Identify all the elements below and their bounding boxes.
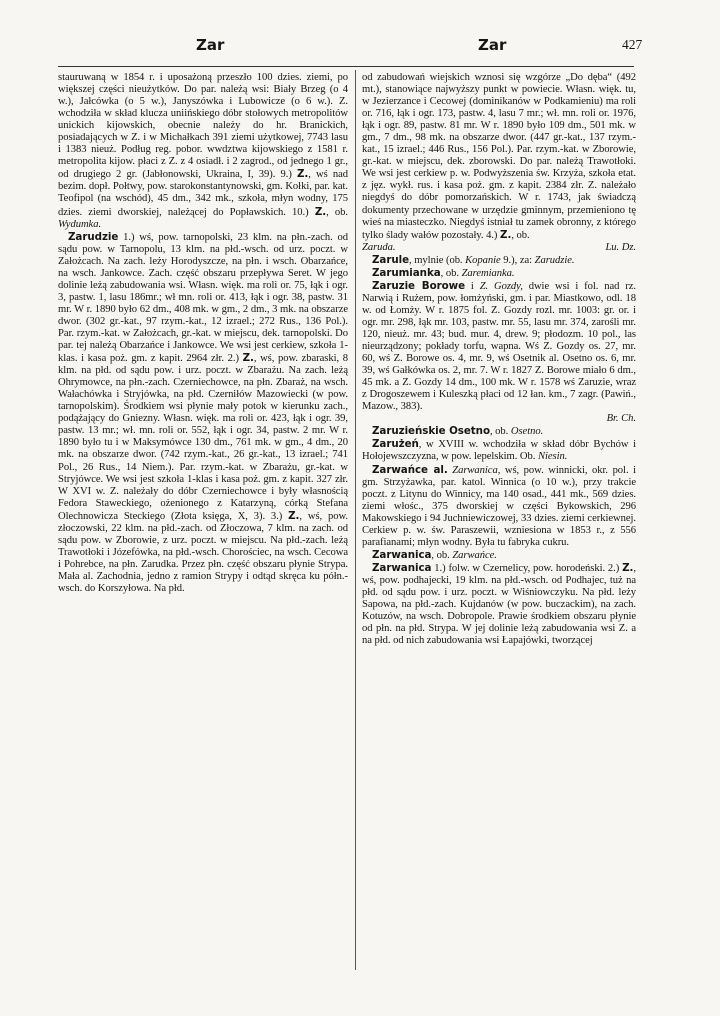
entry-zarumianka: Zarumianka, ob. Zaremianka. [372,266,515,279]
right-column [362,72,636,647]
headword: Zarwanica [372,548,432,561]
entry-zarudzie: Zarudzie 1.) wś, pow. tarnopolski, 23 klm. na płn.-zach. od sądu pow. w Tarnopolu, 13 klm. na płd.-wsch. od urz. poczt. w Założcach. Na zach. leży Horodyszcze, na płn. i wsch. Obarzańce, na wsch. Jankowce. Zach. część obszaru przepływa Seret. W jego dolinie leżą zabudowania wsi. Własn. więk. ma roli or. 75, łąk i ogr. 3, pastw. 1, lasu 186mr.; wł mn. roli or. 413, łąk i ogr. 38, pastw. 31 mr. W r. 1890 było 62 dm., 408 mk. w gm., 2 dm., 3 mk. na obszarze dwor. (302 gr.-kat., 97 rzym.-kat., 12 izrael.; 272 Rus., 136 Pol.). Par. rzym.-kat. w Założcach, gr.-kat. w miejscu, dek. tarnopolski. Do par. tej należą Obarzańce i Jankowce. We wsi jest cerkiew, szkoła 1-klas. i kasa poż. gm. z kapit. 2964 złr. 2.) Z., wś, pow. zbaraski, 8 klm. na płd. od sądu pow. i urz. poczt. w Zbarażu. Na zach. leżą Ohrymowce, na płn.-zach. Czerniechowce, na płn. Zbaraż, na wsch. Wałachówka i Stryjówka, na płd. Czerniłów Mazowiecki (w pow. tarnopolskim). Środkiem wsi płynie mały potok w kierunku zach., podążający do Gniezny. Własn. więk. ma roli or. 423, łąk i ogr. 39, pastw. 13 mr.; wł. mn. roli or. 552, łąk i ogr. 34, pastw. 2 mr. W r. 1890 było tu i w Maksymówce 130 dm., 761 mk. w gm., 4 dm., 20 mk. na obszarze dwor. (742 rzym.-kat., 26 gr.-kat., 13 izrael.; 741 Pol., 26 Rus., 14 Niem.). Par. rzym.-kat. w Zbarażu, gr.-kat. w Stryjówce. We wsi jest szkoła 1-klas i kasa poż. gm. z kapit. 327 złr. W XVI w. Z. należały do dóbr Czerniechowce i były własnością Fedora Staweckiego, ożenionego z Katarzyną, córką Stefana Olechnowicza Steckiego (Złota księga, X, 3). 3.) Z., wś, pow. złoczowski, 22 klm. na płd.-zach. od Złoczowa, 7 klm. na zach. od sądu pow. w Zborowie, z urz. poczt. w miejscu. Na płd.-zach. leżą Trawotłoki i Józefówka, na płd.-wsch. Chorościec, na wsch. Cecowa i Pohrebce, na płn. Zarudka. Przez płn. część obszaru płynie Strypa. Mała al. Zachodnia, jedno z ramion Strypy i odtąd skręca ku półn.-wsch. do Korszyłowa. Na płd. [58,230,348,594]
entry-zaruzen: Zarużeń, w XVIII w. wchodziła w skład dóbr Bychów i Hołojewszczyzna, w pow. lepelskim. Ob. Niesin. [362,438,636,463]
entry-zarwanica-ref: Zarwanica, ob. Zarwańce. [372,548,497,561]
headword: Zarumianka [372,266,441,279]
entry-zaruzienskie-osetno: Zaruzieńskie Osetno, ob. Osetno. [372,425,544,438]
headword: Zaruzieńskie Osetno [372,425,490,438]
headword: Zarule [372,253,410,266]
right-running-head: Zar [478,36,507,54]
right-paragraph-1: od zabudowań wiejskich wznosi się wzgórze „Do dęba“ (492 mt.), stanowiące najwyższy punkt w powiecie. Własn. więk. tu, w Jezierzance i Cecowej (dominikanów w Podkamieniu) ma roli or. 716, łąk i ogr. 173, pastw. 4, lasu 7 mr.; wł. mn. roli or. 1976, łąk i ogr. 89, pastw. 81 mr. W r. 1890 było 109 dm., 501 mk. w gm., 7 dm., 98 mk. na obszarze dwor. (447 gr.-kat., 137 rzym.-kat., 15 izrael.; 446 Rus., 156 Pol.). Par. rzym.-kat. w Zborowie, gr.-kat. w miejscu, dek. zborowski. Do par. należą Trawotłoki. We wsi jest cerkiew p. w. Podwyższenia św. Krzyża, szkoła etat. z jęz. wykł. rus. i kasa poż. gm. z kapit. 2384 złr. Z. należało niegdyś do dóbr pomorzańskich. W r. 1743, jak świadczą dokumenty przechowane w urzędzie gminnym, przemieniono tę wieś na miasteczko. Niegdyś istniał tu zamek obronny, z którego tylko ślady wałów pozostały. 4.) Z., ob. [362,72,636,241]
headword: Zarwańce al. [372,463,448,476]
headword: Zaruzie Borowe [372,279,466,292]
header-rule [58,66,634,67]
left-paragraph-1: stauruwaną w 1854 r. i uposażoną przeszło 100 dzies. ziemi, po większej części nieużytków. Do par. należą wsi: Biały Brzeg (o 4 w.), Jałcówka (o 5 w.), Janyszówka i Lubowicze (o 6 w.). Z. wchodziła w skład klucza uniińskiego dóbr stołowych metropolitów unickich kijowskich, obecnie należy do hr. Branickich, posiadających w Z. i w Michałkach 391 ziemi użytkowej, 7743 lasu i 1383 nieuż. Podług reg. pobor. wwdztwa kijowskiego z 1581 r. metropolita kijow. płaci z Z. z 4 osiadł. i 2 zagrod., od jednego 1 gr., od drugiego 2 gr. (Jabłonowski, Ukraina, I, 39). 9.) Z., wś nad bezim. dopł. Połtwy, pow. starokonstantynowski, gm. Kołki, par. kat. Teofipol (na wschód), 45 dm., 342 mk., szkoła, młyn wodny, 175 dzies. ziemi dworskiej, należącej do Popławskich. 10.) Z., ob. Wydumka. [58,72,348,230]
page-number: 427 [622,37,643,52]
signature-1: Zaruda. Lu. Dz. [362,241,636,253]
left-column [58,72,348,595]
column-divider [355,70,356,970]
headword: Zarwanica [372,561,432,574]
left-running-head: Zar [196,36,225,54]
signature-2: Br. Ch. [606,413,636,425]
entry-zarule: Zarule, mylnie (ob. Kopanie 9.), za: Zarudzie. [372,253,575,266]
headword: Zarużeń [372,438,419,451]
entry-zaruzie-borowe: Zaruzie Borowe i Z. Gozdy, dwie wsi i fol. nad rz. Narwią i Rużem, pow. łomżyński, gm. i par. Miastkowo, odl. 18 w. od Łomży. W r. 1875 fol. Z. Gozdy rozl. mr. 1003: gr. or. i ogr. mr. 298, łąk mr. 103, pastw. mr. 55, lasu mr. 374, zarośli mr. 120, nieuż. mr. 43; bud. mur. 4, drew. 9; płodozm. 10 pol., las nieurządzony; pokłady torfu, wapna. Wś Z. Gozdy os. 27, mr. 60, wś Z. Borowe os. 4, mr. 9, wś Osetnik al. Osetno os. 6, mr. 39, wś Gałkówka os. 2, mr. 7. W r. 1827 Z. Borowe miało 6 dm., 45 mk. a Z. Gozdy 14 dm., 100 mk. W r. 1578 wś Zaruzie, wraz z Drogoszewem i Kuleszką płaci od 12 łan. km., 7 zagr. (Pawiń., Mazow., 383). [362,279,636,413]
running-header [0,36,720,60]
headword: Zarudzie [68,230,119,243]
entry-zarwance: Zarwańce al. Zarwanica, wś, pow. winnicki, okr. pol. i gm. Strzyżawka, par. katol. Winnica (o 10 w.), przy trakcie poczt. z Litynu do Winnicy, ma 140 osad., 441 mk., 569 dzies. ziemi włośc., 375 dworskiej w części Bykowskich, 296 Makowskiego i 94 Juchniewiczowej, 33 dzies. ziemi cerkiewnej. Cerkiew p. w. św. Paraszewii, wzniesiona w 1853 r., z 556 parafianami; młyn wodny. Była tu fabryka cukru. [362,463,636,548]
entry-zarwanica: Zarwanica 1.) folw. w Czernelicy, pow. horodeński. 2.) Z., wś, pow. podhajecki, 19 klm. na płd.-wsch. od Podhajec, tuż na płd. od sądu pow. i urz. poczt. w Wiśniowczyku. Na płd. leży Sapowa, na płd.-zach. Kujdanów (w pow. buczackim), na zach. Kotuzów, na wsch. Dobropole. Prawie środkiem obszaru płynie od płn. na płd. Strypa. W jej dolinie leżą zabudowania wsi Z. a na płd. od nich zabudowania wsi Łapajówki, tworzącej [362,561,636,647]
